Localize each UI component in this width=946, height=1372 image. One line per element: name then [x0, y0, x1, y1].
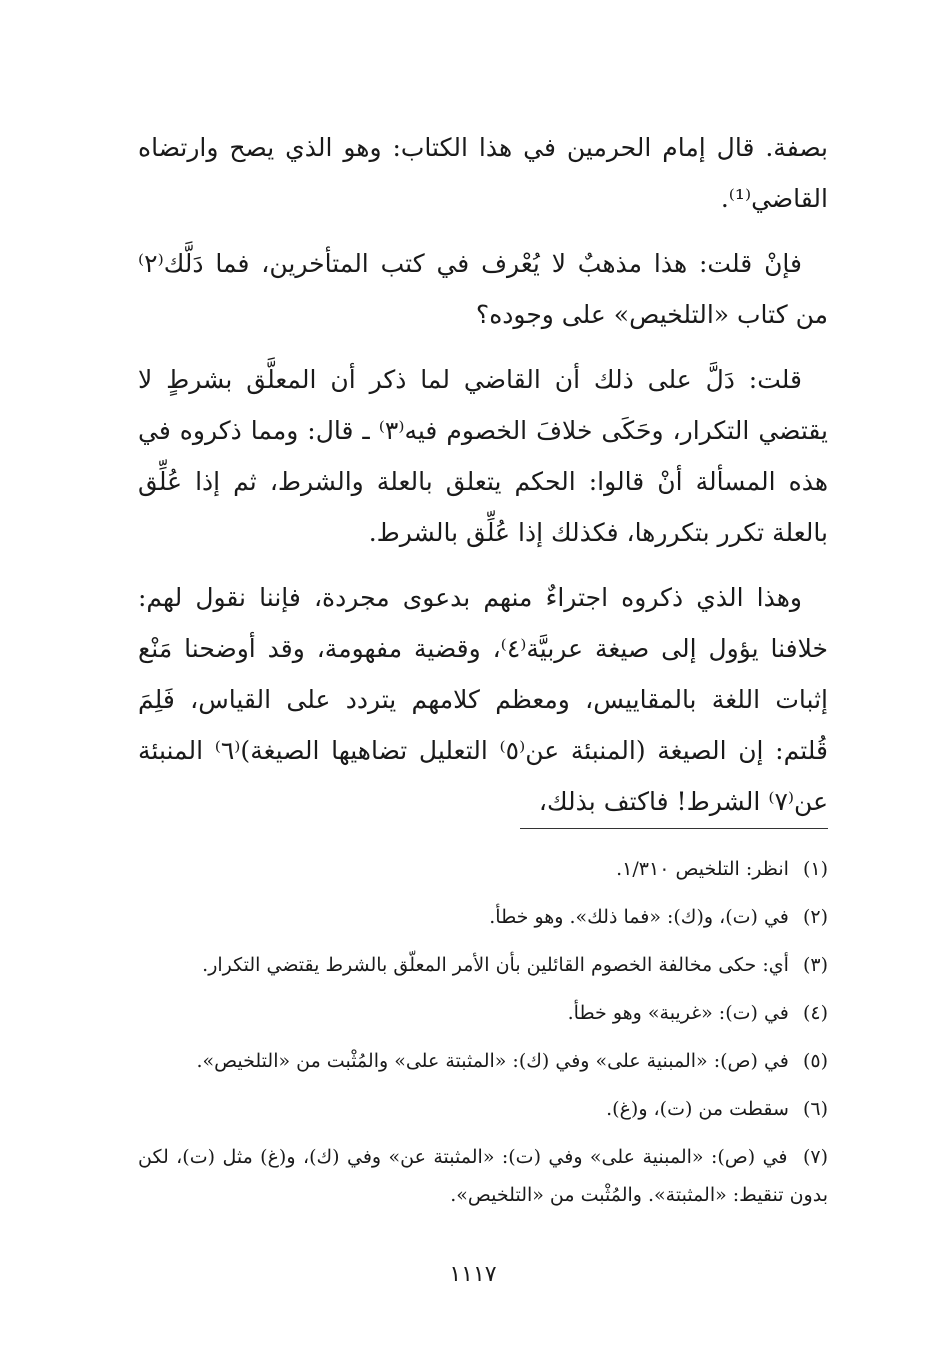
footnote-1: [138, 850, 828, 888]
footnote-number: (٣): [802, 954, 828, 976]
footnote-divider: [520, 828, 828, 829]
footnote-number: (٢): [802, 906, 828, 928]
footnote-number: (٧): [802, 1146, 828, 1168]
footnote-3: [138, 946, 828, 984]
paragraph-2: فإنْ قلت: هذا مذهبٌ لا يُعْرف في كتب المتأخرين، فما دَلَّك⁽٢⁾ من كتاب «التلخيص» على وجوده؟: [138, 249, 828, 329]
footnote-4: [138, 994, 828, 1032]
footnote-number: (٦): [802, 1098, 828, 1120]
footnote-text: انظر: التلخيص ١/٣١٠.: [616, 858, 789, 880]
footnote-text: أي: حكى مخالفة الخصوم القائلين بأن الأمر المعلّق بالشرط يقتضي التكرار.: [202, 954, 789, 976]
footnote-number: (٥): [802, 1050, 828, 1072]
paragraph-3: قلت: دَلَّ على ذلك أن القاضي لما ذكر أن المعلَّق بشرطٍ لا يقتضي التكرار، وحَكَى خلافَ الخصوم فيه⁽٣⁾ ـ قال: ومما ذكروه في هذه المسألة أنْ قالوا: الحكم يتعلق بالعلة والشرط، ثم إذا عُلِّق بالعلة تكرر بتكررها، فكذلك إذا عُلِّق بالشرط.: [138, 365, 828, 547]
footnote-number: (٤): [802, 1002, 828, 1024]
footnote-text: في (ص): «المبنية على» وفي (ت): «المثبتة عن» وفي (ك)، و(غ) مثل (ت)، لكن بدون تنقيط: «المثبتة». والمُثْبت من «التلخيص».: [138, 1146, 828, 1206]
paragraph-1: بصفة. قال إمام الحرمين في هذا الكتاب: وهو الذي يصح وارتضاه القاضي⁽¹⁾.: [138, 133, 828, 213]
footnote-2: [138, 898, 828, 936]
footnotes: [138, 850, 828, 1224]
footnote-text: في (ص): «المبنية على» وفي (ك): «المثبتة على» والمُثْبت من «التلخيص».: [196, 1050, 789, 1072]
footnote-text: سقطت من (ت)، و(غ).: [606, 1098, 789, 1120]
page-number: ١١١٧: [449, 1262, 497, 1287]
footnote-5: [138, 1042, 828, 1080]
footnote-7: [138, 1138, 828, 1214]
paragraph-4: وهذا الذي ذكروه اجتراءٌ منهم بدعوى مجردة، فإننا نقول لهم: خلافنا يؤول إلى صيغة عربيَّة⁽٤⁾، وقضية مفهومة، وقد أوضحنا مَنْع إثبات اللغة بالمقاييس، ومعظم كلامهم يتردد على القياس، فَلِمَ قُلتم: إن الصيغة (المنبئة عن⁽٥⁾ التعليل تضاهيها الصيغة)⁽٦⁾ المنبئة عن⁽٧⁾ الشرط! فاكتف بذلك،: [138, 583, 828, 816]
footnote-6: [138, 1090, 828, 1128]
footnote-text: في (ت): «غريبة» وهو خطأ.: [567, 1002, 789, 1024]
footnote-text: في (ت)، و(ك): «فما ذلك». وهو خطأ.: [489, 906, 789, 928]
main-text: [138, 122, 828, 841]
footnote-number: (١): [802, 858, 828, 880]
